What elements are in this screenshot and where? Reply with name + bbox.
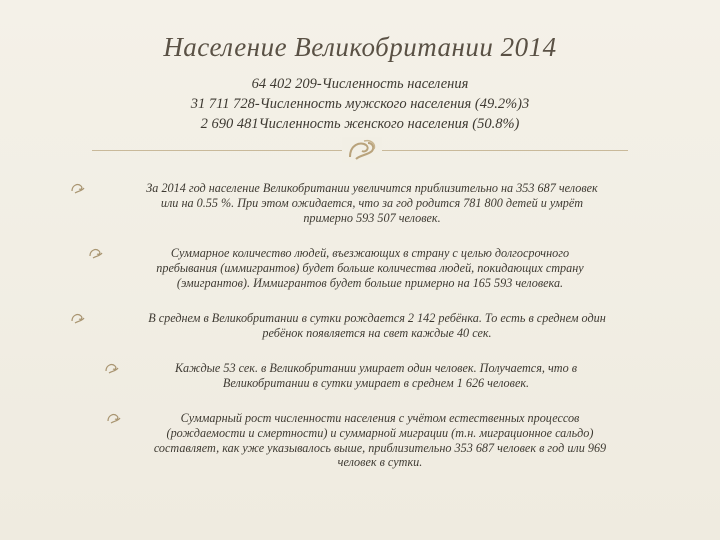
scroll-bullet-icon: [104, 362, 120, 374]
female-population-line: 2 690 481Численность женского населения (50.8%): [200, 116, 520, 132]
bullet-line: (эмигрантов). Иммигрантов будет больше примерно на 165 593 человека.: [176, 275, 564, 290]
bullet-line: примерно 593 507 человек.: [303, 210, 441, 225]
scroll-bullet-icon: [70, 312, 86, 324]
bullet-line: За 2014 год население Великобритании увеличится приблизительно на 353 687 человек: [146, 181, 598, 195]
bullet-line: пребывания (иммигрантов) будет больше количества людей, покидающих страну: [156, 260, 584, 275]
total-population-line: 64 402 209-Численность населения: [251, 76, 469, 92]
bullet-item: [92, 311, 662, 341]
bullet-item: [126, 361, 626, 391]
bullet-line: человек в сутки.: [337, 455, 423, 470]
male-population-line: 31 711 728-Численность мужского населения (49.2%)3: [190, 96, 530, 112]
bullet-item: [110, 246, 630, 290]
bullet-item: [92, 181, 652, 225]
bullet-line: (рождаемости и смертности) и суммарной миграции (т.н. миграционное сальдо): [166, 425, 594, 440]
bullet-line: составляет, как уже указывалось выше, приблизительно 353 687 человек в год или 969: [153, 440, 607, 455]
bullet-line: Суммарное количество людей, въезжающих в страну с целью долгосрочного: [170, 246, 570, 260]
bullet-line: Каждые 53 сек. в Великобритании умирает один человек. Получается, что в: [174, 361, 578, 375]
bullet-line: В среднем в Великобритании в сутки рождается 2 142 ребёнка. То есть в среднем один: [148, 311, 606, 325]
bullet-line: или на 0.55 %. При этом ожидается, что за год родится 781 800 детей и умрёт: [160, 195, 584, 210]
scroll-bullet-icon: [88, 247, 104, 259]
bullet-line: Суммарный рост численности населения с учётом естественных процессов: [180, 411, 580, 425]
bullet-item: [100, 411, 660, 470]
bullet-line: Великобритании в сутки умирает в среднем 1 626 человек.: [222, 375, 530, 390]
page-title: Население Великобритании 2014: [163, 32, 557, 62]
bullet-line: ребёнок появляется на свет каждые 40 сек.: [262, 325, 492, 340]
scroll-bullet-icon: [70, 182, 86, 194]
scroll-bullet-icon: [106, 412, 122, 424]
